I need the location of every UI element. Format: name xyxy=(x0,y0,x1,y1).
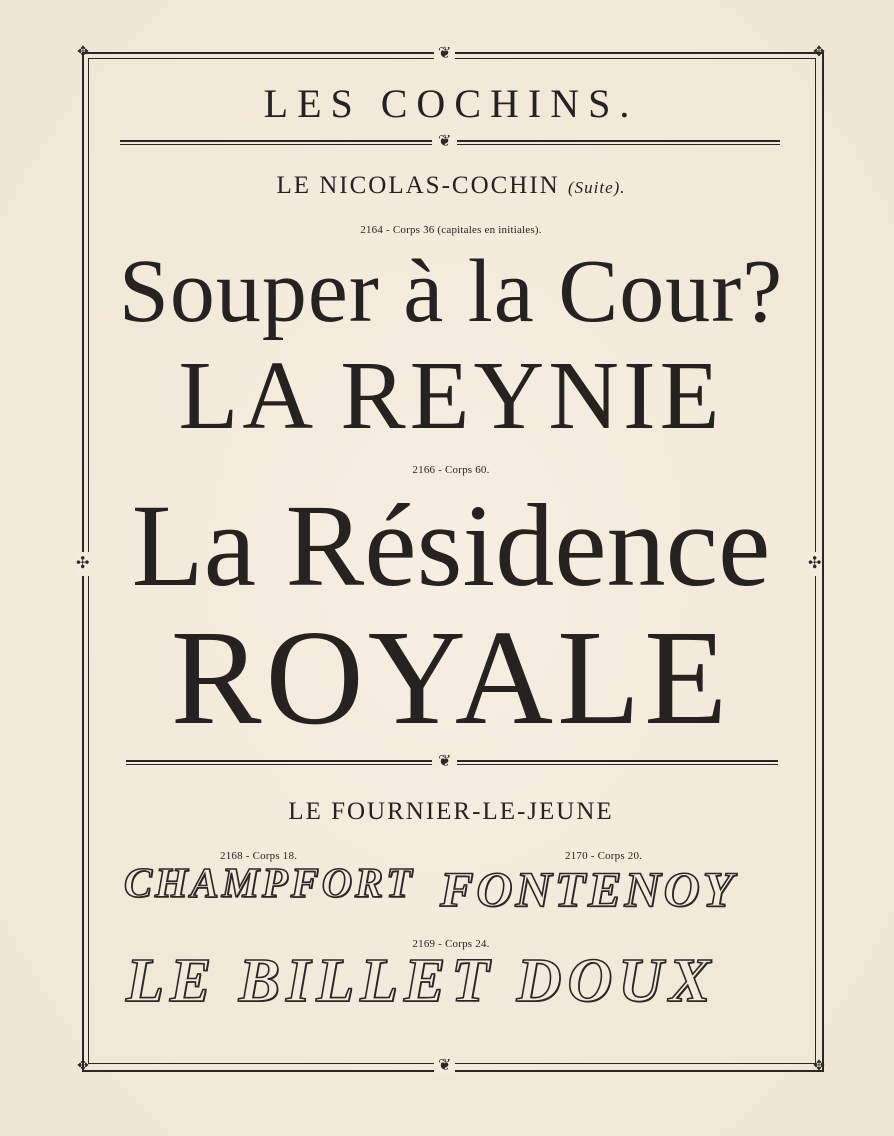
top-rule-ornament-icon: ❦ xyxy=(432,134,457,150)
suite-label: (Suite). xyxy=(567,178,626,197)
specimen-spec-2164: 2164 - Corps 36 (capitales en initiales). xyxy=(360,224,542,236)
frame-bottom-ornament-icon: ❦ xyxy=(434,1058,455,1074)
specimen-word-fontenoy: FONTENOY xyxy=(440,861,737,917)
page-title: LES COCHINS. xyxy=(263,81,639,126)
frame-top-ornament-icon: ❦ xyxy=(434,46,455,62)
specimen-spec-2170: 2170 - Corps 20. xyxy=(565,850,643,862)
specimen-line-souper: Souper à la Cour? xyxy=(118,242,784,341)
specimen-line-la-reynie: LA REYNIE xyxy=(178,342,724,450)
section-heading-nicolas-cochin xyxy=(96,172,806,200)
frame-left-ornament-icon: ✣ xyxy=(76,552,89,576)
section-heading-fournier: LE FOURNIER-LE-JEUNE xyxy=(288,798,614,825)
frame-right-ornament-icon: ✣ xyxy=(808,552,821,576)
specimen-spec-2169: 2169 - Corps 24. xyxy=(412,938,490,950)
specimen-line-billet-doux: LE BILLET DOUX xyxy=(126,947,717,1015)
specimen-word-champfort: CHAMPFORT xyxy=(124,861,415,907)
middle-rule-ornament-icon: ❦ xyxy=(432,754,457,770)
specimen-line-royale: ROYALE xyxy=(170,603,732,753)
corner-ornament-icon: ✥ xyxy=(813,45,825,60)
corner-ornament-icon: ✥ xyxy=(813,1059,825,1074)
corner-ornament-icon: ✥ xyxy=(77,1059,89,1074)
corner-ornament-icon: ✥ xyxy=(77,45,89,60)
section-heading-text: LE NICOLAS-COCHIN xyxy=(276,172,560,199)
specimen-spec-2166: 2166 - Corps 60. xyxy=(412,464,490,476)
specimen-spec-2168: 2168 - Corps 18. xyxy=(220,850,298,862)
specimen-line-la-residence: La Résidence xyxy=(131,480,771,611)
